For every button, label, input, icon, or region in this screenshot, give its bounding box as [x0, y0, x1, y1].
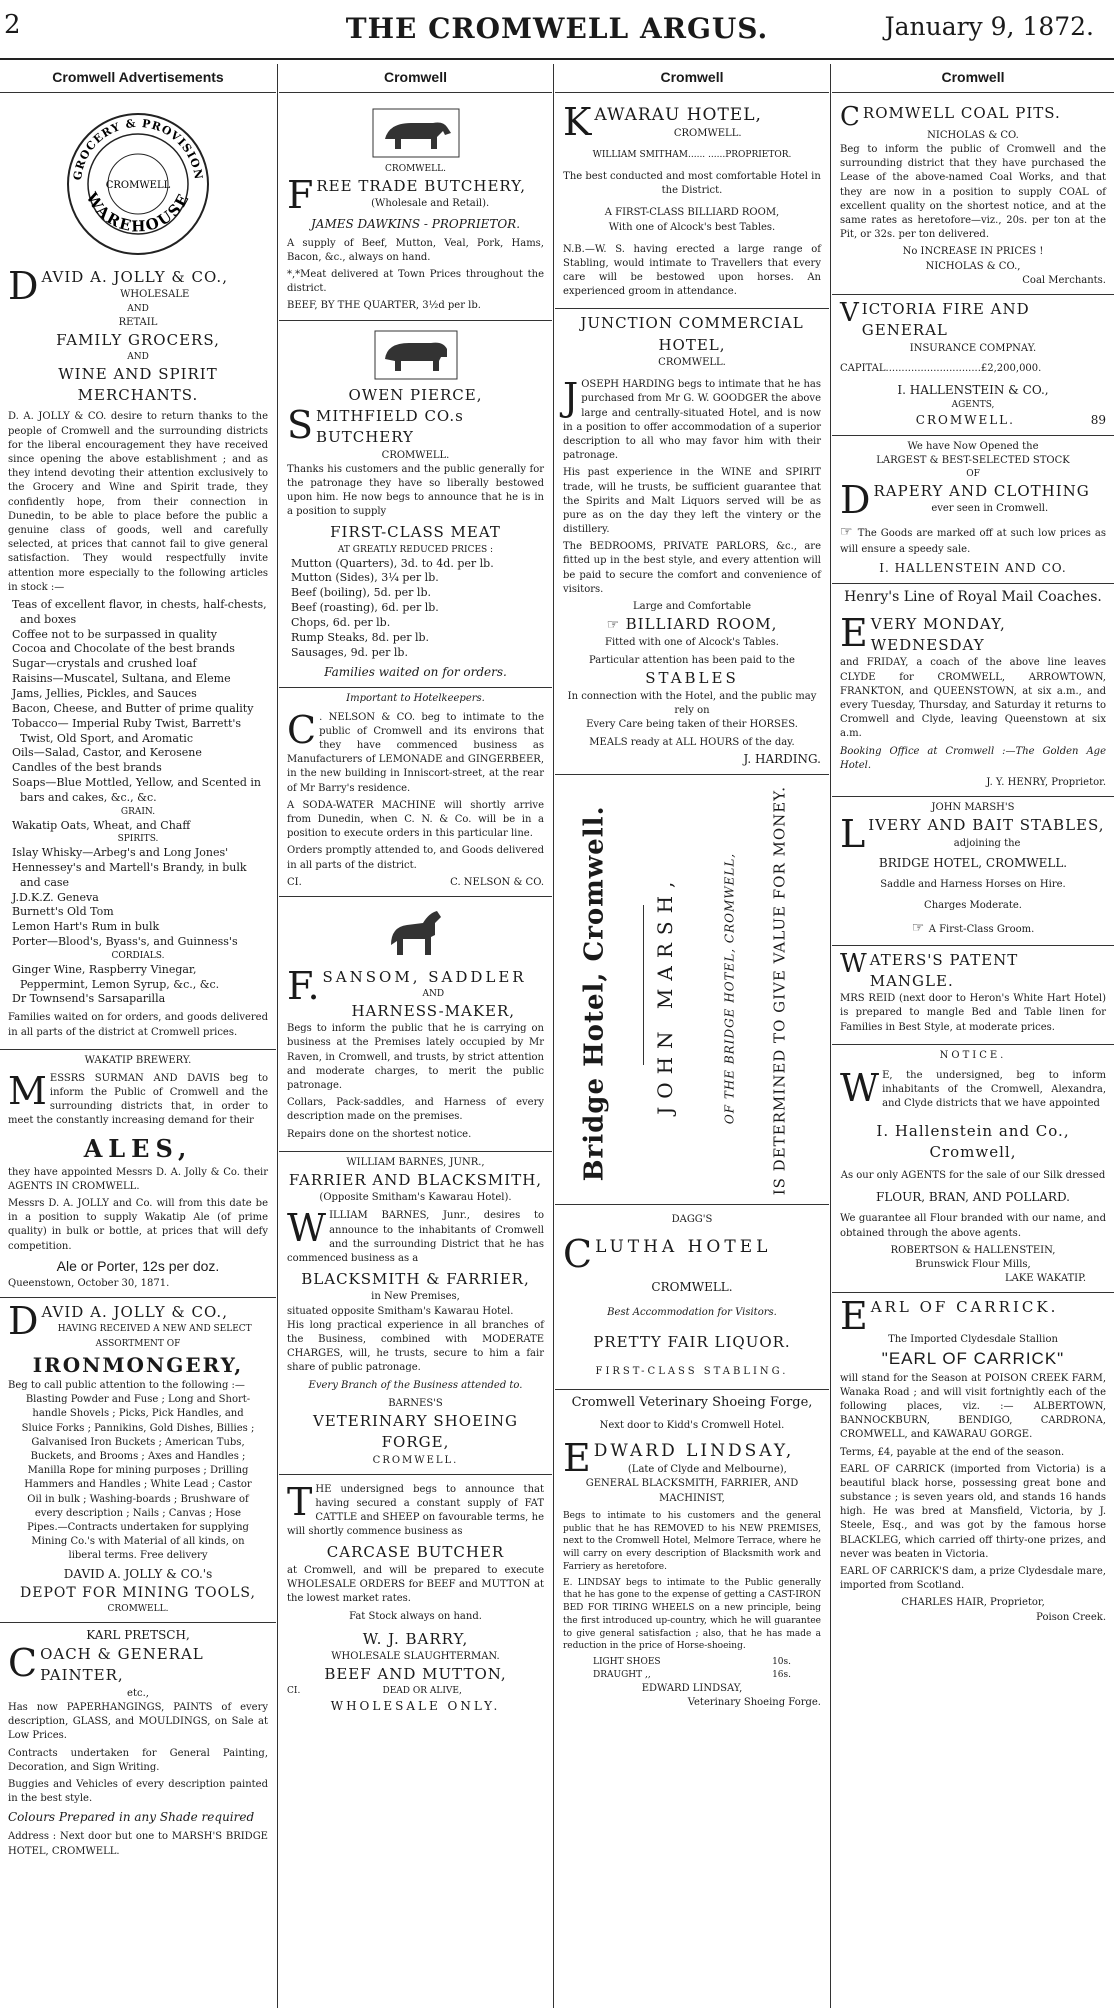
ad-line: AND	[127, 303, 149, 314]
ad-title: ATERS'S PATENT MANGLE.	[869, 950, 1019, 990]
ad-line: (Opposite Smitham's Kawarau Hotel).	[319, 1192, 512, 1204]
ales-heading: ALES,	[83, 1133, 193, 1163]
list-item: Jams, Jellies, Pickles, and Sauces	[12, 686, 197, 700]
list-item: Tobacco— Imperial Ruby Twist, Barrett's Twist, Old Sport, and Aromatic	[12, 716, 242, 745]
dateline: Queenstown, October 30, 1871.	[8, 1277, 170, 1289]
ad-body: will stand for the Season at POISON CREEK FARM, Wanaka Road ; and will visit fortnightly each of the following places, viz. :— ALBERTOWN, BANNOCKBURN, BENDIGO, CARDRONA, CROMWELL, and KAWARAU GORGE.	[840, 1372, 1106, 1441]
ad-line: AT GREATLY REDUCED PRICES :	[337, 544, 494, 555]
list-item: Dr Townsend's Sarsaparilla	[12, 992, 166, 1006]
ad-line: With one of Alcock's best Tables.	[608, 221, 776, 233]
drop-cap: D	[8, 263, 39, 308]
ad-line: AND	[422, 989, 445, 1000]
ad-title: AWARAU HOTEL,	[594, 104, 762, 125]
ad-line: STABLES	[645, 669, 739, 688]
item-list: Blasting Powder and Fuse ; Long and Short-handle Shovels ; Picks, Pick Handles, and Sluice Forks ; Pannikins, Gold Dishes, Billies ; Galvanised Iron Buckets ; American Tubs, Buckets, and Brooms ; Axes and Handles ; Manilla Rope for mining purposes ; Drilling Hammers and Handles ; White Lead ; Castor Oil in bulk ; Washing-boards ; Brushware of every description ; Nails ; Canvas ; Hose Pipes.—Contracts undertaken for supplying Mining Co.'s with Material of all kinds, on liberal terms. Free delivery	[21, 1394, 255, 1562]
ad-line: I. Hallenstein and Co., Cromwell,	[876, 1121, 1070, 1161]
ad-line: CROMWELL.	[372, 1454, 459, 1466]
list-item: Sugar—crystals and crushed loaf	[12, 657, 197, 671]
seal-top-text: GROCERY & PROVISION	[70, 116, 206, 181]
drop-cap: S	[287, 402, 314, 447]
ironmongery-title: IRONMONGERY,	[32, 1352, 244, 1377]
ad-line: LARGEST & BEST-SELECTED STOCK	[876, 454, 1070, 466]
ad-line: DEAD OR ALIVE,	[382, 1686, 462, 1697]
drop-cap: C	[563, 1231, 593, 1276]
ad-body: His long practical experience in all branches of the Business, combined with MODERATE CHARGES, will, he trusts, secure to him a fair share of public patronage.	[287, 1319, 544, 1374]
ad-signature: EDWARD LINDSAY,	[641, 1682, 743, 1694]
ad-mark: CI.	[287, 1686, 301, 1697]
ad-body: Contracts undertaken for General Painting, Decoration, and Sign Writing.	[8, 1747, 268, 1773]
ad-line: PRETTY FAIR LIQUOR.	[593, 1332, 791, 1351]
ad-heading: WILLIAM BARNES, JUNR.,	[346, 1156, 485, 1168]
ad-body: they have appointed Messrs D. A. Jolly & Co. their AGENTS IN CROMWELL.	[8, 1166, 268, 1192]
list-item: Burnett's Old Tom	[12, 905, 114, 919]
ad-signature: CHARLES HAIR, Proprietor,	[901, 1597, 1045, 1609]
ad-body: A SODA-WATER MACHINE will shortly arrive from Dunedin, when C. N. & Co. will be in a position to execute orders in this particular line.	[287, 799, 544, 840]
bridge-hotel-title: Bridge Hotel, Cromwell.	[579, 805, 610, 1181]
ad-line: BILLIARD ROOM,	[625, 615, 778, 634]
ad-line: WHOLESALE ONLY.	[330, 1699, 501, 1714]
ad-line: CROMWELL.	[381, 449, 450, 461]
drop-cap: C	[8, 1641, 38, 1686]
ad-body: *,*Meat delivered at Town Prices throughout the district.	[287, 269, 544, 295]
veterinary-forge-ad	[555, 1390, 829, 1716]
pointing-hand-icon: ☞	[911, 919, 929, 936]
column-rule	[277, 64, 278, 2008]
ad-line: A First-Class Groom.	[928, 923, 1035, 935]
firm-name: AVID A. JOLLY & CO.,	[41, 1302, 228, 1321]
ad-line: Charges Moderate.	[924, 899, 1022, 911]
list-item: Mutton (Quarters), 3d. to 4d. per lb.	[291, 556, 494, 570]
issue-date: January 9, 1872.	[884, 12, 1094, 41]
ad-line: I. HALLENSTEIN & CO.,	[897, 382, 1049, 397]
ad-line: CROMWELL.	[673, 128, 742, 139]
column-heading: Cromwell	[555, 64, 829, 93]
ad-body: EARL OF CARRICK (imported from Victoria) is a beautiful black horse, possessing great bone and substance ; is seven years old, and stands 16 hands high. He was bred at Mansfield, Victoria, by J. Steele, Esq., and was got by the famous horse BLACKLEG, which carried off thirty-one prizes, and never was beaten in Victoria.	[840, 1463, 1106, 1560]
ad-line: BEEF AND MUTTON,	[324, 1665, 507, 1684]
ad-body: As our only AGENTS for the sale of our Silk dressed	[840, 1170, 1106, 1182]
ad-body: and FRIDAY, a coach of the above line leaves CLYDE for CROMWELL, ARROWTOWN, FRANKTON, and QUEENSTOWN, at six a.m., and every Tuesday, Thursday, and Saturday it returns to Cromwell and Clyde, leaving Queenstown at six a.m.	[840, 657, 1106, 740]
list-item: Coffee not to be surpassed in quality	[12, 627, 217, 641]
ad-title: VERY MONDAY, WEDNESDAY	[870, 614, 1006, 655]
list-item: Rump Steaks, 8d. per lb.	[291, 630, 430, 644]
list-item: Candles of the best brands	[12, 761, 162, 775]
drop-cap: W	[840, 1065, 880, 1110]
pointing-hand-icon: ☞	[840, 523, 858, 540]
ad-line: INSURANCE COMPNAY.	[909, 342, 1037, 354]
ad-line: AGENTS,	[951, 399, 995, 410]
list-item: Beef (boiling), 5d. per lb.	[291, 586, 431, 600]
drop-cap: V	[840, 297, 859, 328]
stallion-name: "EARL OF CARRICK"	[881, 1349, 1065, 1369]
ad-line: OF THE BRIDGE HOTEL, CROMWELL,	[722, 852, 737, 1124]
kawarau-hotel-ad	[555, 99, 829, 310]
ad-line: CROMWELL.	[915, 412, 1015, 427]
ad-line: situated opposite Smitham's Kawarau Hotel.	[287, 1305, 514, 1317]
bull-icon	[371, 107, 461, 159]
ironmongery-ad	[0, 1298, 276, 1623]
ad-footer: Families waited on for orders.	[324, 665, 507, 680]
newspaper-title: THE CROMWELL ARGUS.	[345, 12, 769, 45]
ad-title: ROMWELL COAL PITS.	[862, 103, 1061, 122]
ad-line: Saddle and Harness Horses on Hire.	[880, 879, 1066, 891]
ad-line: DEPOT FOR MINING TOOLS,	[20, 1584, 256, 1601]
ad-body: EARL OF CARRICK'S dam, a prize Clydesdale mare, imported from Scotland.	[840, 1566, 1106, 1592]
ad-line: BLACKSMITH & FARRIER,	[301, 1270, 530, 1289]
ad-line: Particular attention has been paid to the	[589, 655, 795, 667]
ad-title: FARRIER AND BLACKSMITH,	[288, 1170, 543, 1189]
list-item: Porter—Blood's, Byass's, and Guinness's	[12, 935, 238, 949]
ad-title: MITHFIELD CO.s BUTCHERY	[316, 406, 464, 447]
drop-cap: E	[840, 610, 868, 655]
ad-body: OSEPH HARDING begs to intimate that he has purchased from Mr G. W. GOODGER the above large and centrally-situated Hotel, and is now in a position to offer accommodation of a superior description to all who may favor him with their patronage.	[563, 379, 821, 462]
drop-cap: K	[563, 99, 592, 144]
ad-line: Next door to Kidd's Cromwell Hotel.	[599, 1419, 785, 1431]
price-line: BEEF, BY THE QUARTER, 3½d per lb.	[287, 300, 481, 312]
hallenstein-drapery-ad	[832, 436, 1114, 584]
ad-line: The Imported Clydesdale Stallion	[888, 1334, 1058, 1346]
list-item: Cocoa and Chocolate of the best brands	[12, 642, 235, 656]
drop-cap: F	[287, 172, 314, 217]
bridge-hotel-ad	[555, 775, 829, 1205]
ad-body: The Goods are marked off at such low prices as will ensure a speedy sale.	[840, 527, 1106, 555]
ad-title: REE TRADE BUTCHERY,	[316, 176, 526, 195]
ad-line: Brunswick Flour Mills,	[915, 1258, 1031, 1270]
ad-title: ICTORIA FIRE AND GENERAL	[861, 299, 1030, 340]
ad-line: Colours Prepared in any Shade required	[8, 1810, 255, 1825]
ad-line: FLOUR, BRAN, AND POLLARD.	[876, 1190, 1070, 1205]
ad-line: RETAIL	[118, 316, 158, 328]
earl-of-carrick-ad	[832, 1293, 1114, 1631]
ad-line: FIRST-CLASS MEAT	[330, 523, 501, 542]
list-item: Bacon, Cheese, and Butter of prime quality	[12, 701, 254, 715]
drop-cap: J	[563, 375, 579, 420]
seal-center-text: CROMWELL	[105, 179, 171, 191]
ad-body: . NELSON & CO. beg to intimate to the public of Cromwell and its environs that they have commenced business as Manufacturers of LEMONADE and GINGERBEER, in the new building in Inniscort-street, at the rear of Mr Barry's residence.	[287, 711, 544, 794]
list-item: Chops, 6d. per lb.	[291, 615, 391, 629]
ad-line: WHOLESALE	[120, 289, 190, 301]
svg-text:GROCERY & PROVISION	[71, 117, 205, 181]
ad-body: ILLIAM BARNES, Junr., desires to announce to the inhabitants of Cromwell and the surrounding District that he has commenced business as a	[287, 1210, 544, 1264]
ad-body: The best conducted and most comfortable Hotel in the District.	[563, 170, 821, 197]
stock-list	[8, 598, 268, 806]
ox-icon	[373, 329, 459, 381]
list-item: Wakatip Oats, Wheat, and Chaff	[12, 818, 191, 832]
proprietor-line: WILLIAM SMITHAM...... ......PROPRIETOR.	[592, 150, 792, 161]
ad-body: Collars, Pack-saddles, and Harness of every description made on the premises.	[287, 1097, 544, 1123]
ad-line: Fitted with one of Alcock's Tables.	[605, 637, 779, 649]
drop-cap: D	[840, 477, 871, 522]
ad-line: Fat Stock always on hand.	[349, 1611, 482, 1623]
price-value: 10s.	[772, 1657, 791, 1668]
firm-name: AVID A. JOLLY & CO.,	[41, 267, 228, 286]
ad-body: D. A. JOLLY & CO. desire to return thanks to the people of Cromwell and the surrounding districts for the liberal encouragement they have received since opening the above establishment ; and as they intend devoting their attention exclusively to the Grocery and Wine and Spirit trade, they confidently hope, from their connection in Dunedin, to be able to place before the public a genuine class of goods, well and carefully selected, at prices that cannot fail to give general satisfaction. They would respectfully invite attention more especially to the following articles in stock :—	[8, 411, 268, 593]
ad-line: Veterinary Shoeing Forge.	[687, 1696, 821, 1708]
ad-title: RAPERY AND CLOTHING	[873, 481, 1090, 500]
ad-number: 89	[1090, 412, 1106, 427]
drop-cap: E	[563, 1436, 591, 1481]
drop-cap: W	[840, 948, 867, 979]
ad-line: OF	[966, 469, 980, 480]
free-trade-butchery-ad	[279, 99, 552, 321]
ad-line: Poison Creek.	[1036, 1611, 1106, 1623]
ad-heading: Henry's Line of Royal Mail Coaches.	[844, 588, 1102, 605]
drop-cap: C	[287, 707, 317, 752]
ad-body: Thanks his customers and the public generally for the patronage they have so liberally bestowed upon him. He now begs to announce that he is in a position to supply	[287, 463, 544, 518]
ad-line: NICHOLAS & CO.	[927, 129, 1019, 141]
masthead	[0, 0, 1114, 60]
ad-line: Every Branch of the Business attended to.	[308, 1379, 523, 1391]
ad-title: OACH & GENERAL PAINTER,	[40, 1645, 204, 1685]
ad-footer: Families waited on for orders, and goods delivered in all parts of the district at Cromwell prices.	[8, 1012, 268, 1038]
barnes-blacksmith-ad	[279, 1152, 552, 1475]
ad-line: GENERAL BLACKSMITH, FARRIER, AND MACHINIST,	[585, 1478, 799, 1504]
list-item: Islay Whisky—Arbeg's and Long Jones'	[12, 846, 229, 860]
ad-line: in New Premises,	[371, 1291, 460, 1303]
price-list	[287, 557, 544, 661]
ad-line: In connection with the Hotel, and the public may rely on	[567, 690, 817, 716]
ad-line: adjoining the	[953, 837, 1021, 849]
ad-line: Best Accommodation for Visitors.	[607, 1306, 777, 1318]
ad-line: etc.,	[127, 1687, 149, 1699]
svg-text:WAREHOUSE	[82, 188, 193, 235]
drop-cap: C	[840, 101, 860, 132]
list-item: Hennessey's and Martell's Brandy, in bulk and case	[12, 860, 247, 889]
ad-line: CROMWELL.	[107, 1604, 169, 1615]
column-2	[279, 64, 552, 2004]
seal-bottom-text: WAREHOUSE	[82, 189, 194, 236]
ad-signature: ROBERTSON & HALLENSTEIN,	[890, 1244, 1056, 1256]
ad-line: DAVID A. JOLLY & CO.'s	[63, 1567, 213, 1582]
wakatip-brewery-ad	[0, 1050, 276, 1298]
ad-line: ever seen in Cromwell.	[931, 503, 1049, 515]
ad-line: Terms, £4, payable at the end of the season.	[840, 1446, 1065, 1458]
coal-pits-ad	[832, 99, 1114, 295]
ad-body: E. LINDSAY begs to intimate to the Public generally that he has gone to the expense of getting a CAST-IRON BED FOR TIRING WHEELS on a new principle, being the first introduced up-country, which he will guarantee to give general satisfaction ; also, that he has made a reduction in the price of Horse-shoeing.	[563, 1577, 821, 1652]
ad-signature: W. J. BARRY,	[362, 1629, 469, 1648]
ad-line: LAKE WAKATIP.	[1004, 1273, 1086, 1285]
ad-line: VETERINARY SHOEING FORGE,	[312, 1411, 519, 1452]
price-label: LIGHT SHOES	[593, 1657, 661, 1668]
list-heading: SPIRITS.	[117, 834, 159, 845]
capital-line: CAPITAL..............................£2,200,000.	[840, 362, 1042, 374]
ad-body: HE undersigned begs to announce that having secured a constant supply of FAT CATTLE and SHEEP on favourable terms, he will shortly commence business as	[287, 1483, 544, 1538]
list-item: Mutton (Sides), 3¼ per lb.	[291, 571, 439, 585]
drop-cap: L	[840, 812, 866, 857]
divider	[643, 905, 644, 1065]
ad-body: Buggies and Vehicles of every description painted in the best style.	[8, 1778, 268, 1805]
ad-slogan: IS DETERMINED TO GIVE VALUE FOR MONEY.	[770, 785, 789, 1195]
jolly-grocers-ad	[0, 99, 276, 1050]
ad-title: IVERY AND BAIT STABLES,	[868, 816, 1105, 835]
ad-body: Beg to inform the public of Cromwell and the surrounding district that they have purchased the Lease of the above-named Coal Works, and that they are now in a position to supply COAL of excellent quality on the shortest notice, and at the same rates as heretofore—viz., 20s. per ton at the Pit, or 32s. per ton delivered.	[840, 144, 1106, 241]
ad-body: Repairs done on the shortest notice.	[287, 1128, 472, 1140]
ad-body: N.B.—W. S. having erected a large range of Stabling, would intimate to Travellers that every care will be bestowed upon horses. An experienced groom in attendance.	[563, 243, 821, 298]
ad-heading: DAGG'S	[671, 1213, 713, 1225]
drop-cap: D	[8, 1298, 39, 1343]
proprietor-line: JAMES DAWKINS - PROPRIETOR.	[310, 216, 521, 231]
ad-body: The BEDROOMS, PRIVATE PARLORS, &c., are fitted up in the best style, and every attention will be paid to secure the comfort and convenience of visitors.	[563, 541, 821, 595]
price-line: Ale or Porter, 12s per doz.	[56, 1257, 220, 1274]
drop-cap: T	[287, 1479, 313, 1524]
list-item: Oils—Salad, Castor, and Kerosene	[12, 746, 202, 760]
warehouse-seal-icon	[63, 109, 213, 259]
patent-mangle-ad	[832, 946, 1114, 1045]
column-heading: Cromwell Advertisements	[0, 64, 276, 93]
ad-title: JUNCTION COMMERCIAL HOTEL,	[580, 314, 804, 354]
column-4	[832, 64, 1114, 2004]
price-label: DRAUGHT ,,	[593, 1669, 651, 1680]
ad-line: WHOLESALE SLAUGHTERMAN.	[331, 1650, 500, 1662]
ad-body: A supply of Beef, Mutton, Veal, Pork, Hams, Bacon, &c., always on hand.	[287, 237, 544, 263]
ad-body: Begs to intimate to his customers and the general public that he has REMOVED to his NEW PREMISES, next to the Cromwell Hotel, Melmore Terrace, where he will carry on every description of Blacksmith work and Farriery as heretofore.	[563, 1510, 821, 1572]
ad-line: CROMWELL.	[658, 357, 726, 369]
ad-line: MEALS ready at ALL HOURS of the day.	[589, 737, 795, 749]
list-item: Beef (roasting), 6d. per lb.	[291, 601, 439, 615]
drop-cap: F.	[287, 963, 320, 1008]
ad-heading: WAKATIP BREWERY.	[84, 1054, 192, 1066]
ad-line: (Wholesale and Retail).	[371, 197, 490, 209]
list-heading: CORDIALS.	[111, 951, 165, 962]
ad-heading: JOHN MARSH'S	[931, 802, 1015, 814]
ad-title: SANSOM, SADDLER	[322, 967, 527, 986]
ad-title: ARL OF CARRICK.	[870, 1298, 1059, 1317]
column-rule	[830, 64, 831, 2008]
ad-body: Messrs D. A. JOLLY and Co. will from this date be in a position to supply Wakatip Ale (of prime quality) in bulk or bottle, at prices that will defy competition.	[8, 1198, 268, 1252]
ad-line: Coal Merchants.	[1022, 274, 1106, 286]
cordials-list	[8, 963, 268, 1008]
ad-line: CROMWELL.	[651, 1279, 733, 1294]
ad-body: His past experience in the WINE and SPIRIT trade, will he trusts, be sufficient guarantee that the Spirits and Malt Liquors served will be as pure as on the day they left the vintery or the distillery.	[563, 467, 821, 536]
list-item: Teas of excellent flavor, in chests, half-chests, and boxes	[12, 597, 267, 626]
ad-signature: NICHOLAS & CO.,	[925, 260, 1021, 272]
drop-cap: E	[840, 1294, 868, 1339]
ad-line: CROMWELL.	[385, 163, 446, 174]
ad-line: Booking Office at Cromwell :—The Golden Age Hotel.	[840, 745, 1106, 771]
ad-signature: J. Y. HENRY, Proprietor.	[986, 776, 1106, 788]
drop-cap: W	[287, 1206, 327, 1251]
ad-line: AND	[127, 352, 149, 363]
barry-butcher-ad	[279, 1475, 552, 1721]
ad-body: E, the undersigned, beg to inform inhabitants of the Cromwell, Alexandra, and Clyde districts that we have appointed	[882, 1069, 1106, 1110]
ad-line: WINE AND SPIRIT MERCHANTS.	[58, 364, 218, 405]
price-value: 16s.	[772, 1669, 791, 1680]
spirits-list	[8, 846, 268, 950]
ad-body: We guarantee all Flour branded with our name, and obtained through the above agents.	[840, 1213, 1106, 1239]
ad-line: FIRST-CLASS STABLING.	[595, 1366, 789, 1378]
column-3	[555, 64, 829, 2004]
ad-line: No INCREASE IN PRICES !	[902, 246, 1044, 258]
notice-ad	[832, 1045, 1114, 1294]
ad-line: HARNESS-MAKER,	[351, 1001, 516, 1020]
ad-body: at Cromwell, and will be prepared to execute WHOLESALE ORDERS for BEEF and MUTTON at the lowest market rates.	[287, 1564, 544, 1605]
ad-heading: Important to Hotelkeepers.	[346, 693, 485, 705]
horse-icon	[381, 905, 451, 963]
ad-line: Every Care being taken of their HORSES.	[586, 719, 798, 731]
junction-hotel-ad	[555, 309, 829, 774]
sansom-saddler-ad	[279, 897, 552, 1152]
ad-line: We have Now Opened the	[907, 440, 1039, 452]
ad-heading: KARL PRETSCH,	[86, 1628, 190, 1643]
nelson-lemonade-ad	[279, 688, 552, 896]
ad-signature: I. HALLENSTEIN AND CO.	[879, 560, 1067, 575]
ad-body: Has now PAPERHANGINGS, PAINTS of every description, GLASS, and MOULDINGS, on Sale at Low Prices.	[8, 1701, 268, 1742]
royal-mail-coaches-ad	[832, 584, 1114, 797]
ad-body: ESSRS SURMAN AND DAVIS beg to inform the Public of Cromwell and the surrounding districts that, in order to meet the constantly increasing demand for their	[8, 1072, 268, 1127]
ad-mark: CI.	[287, 876, 302, 888]
ad-line: (Late of Clyde and Melbourne),	[627, 1464, 787, 1476]
victoria-insurance-ad	[832, 295, 1114, 436]
ad-body: Orders promptly attended to, and Goods delivered in all parts of the district.	[287, 845, 544, 871]
ad-title: LUTHA HOTEL	[595, 1236, 772, 1257]
ad-line: Large and Comfortable	[632, 601, 752, 613]
drop-cap: M	[8, 1068, 47, 1113]
ad-line: ASSORTMENT OF	[95, 1338, 181, 1349]
ad-body: Begs to inform the public that he is carrying on business at the Premises lately occupied by Mr Raven, in Cromwell, and trusts, by strict attention and moderate charges, to merit the public patronage.	[287, 1023, 544, 1091]
ad-line: FAMILY GROCERS,	[56, 330, 220, 349]
list-item: Lemon Hart's Rum in bulk	[12, 920, 160, 934]
ad-address: Address : Next door but one to MARSH'S BRIDGE HOTEL, CROMWELL.	[8, 1831, 268, 1857]
list-item: J.D.K.Z. Geneva	[12, 890, 99, 904]
column-1	[0, 64, 276, 2004]
ad-line: A FIRST-CLASS BILLIARD ROOM,	[604, 207, 780, 219]
list-item: Raisins—Muscatel, Sultana, and Eleme	[12, 672, 231, 686]
list-item: Soaps—Blue Mottled, Yellow, and Scented in bars and cakes, &c., &c.	[12, 776, 262, 804]
ad-heading: Cromwell Veterinary Shoeing Forge,	[571, 1395, 813, 1411]
marsh-livery-ad	[832, 797, 1114, 945]
ad-line: HAVING RECEIVED A NEW AND SELECT	[57, 1324, 252, 1335]
column-heading: Cromwell	[279, 64, 552, 93]
column-rule	[553, 64, 554, 2008]
pointing-hand-icon: ☞	[606, 617, 626, 634]
ad-line: BRIDGE HOTEL, CROMWELL.	[878, 856, 1068, 871]
ad-line: BARNES'S	[388, 1397, 443, 1409]
ad-name: OWEN PIERCE,	[348, 385, 483, 404]
ad-line: CARCASE BUTCHER	[326, 1543, 505, 1562]
list-item: Sausages, 9d. per lb.	[291, 645, 408, 659]
column-heading: Cromwell	[832, 64, 1114, 93]
list-item: Ginger Wine, Raspberry Vinegar, Peppermint, Lemon Syrup, &c., &c.	[12, 962, 220, 991]
proprietor-name: JOHN MARSH,	[652, 873, 677, 1115]
clutha-hotel-ad	[555, 1205, 829, 1391]
pretsch-painter-ad	[0, 1623, 276, 1868]
grain-list	[8, 819, 268, 834]
ad-heading: NOTICE.	[939, 1049, 1007, 1061]
page-number: 2	[4, 10, 21, 40]
smithfield-butchery-ad	[279, 321, 552, 689]
ad-intro: Beg to call public attention to the following :—	[8, 1380, 245, 1392]
ad-signature: J. HARDING.	[743, 751, 821, 766]
ad-title: DWARD LINDSAY,	[593, 1441, 795, 1462]
list-heading: GRAIN.	[120, 806, 156, 817]
ad-body: MRS REID (next door to Heron's White Hart Hotel) is prepared to mangle Bed and Table linen for Families in Best Style, at moderate prices.	[840, 993, 1106, 1033]
ad-signature: C. NELSON & CO.	[450, 876, 544, 888]
